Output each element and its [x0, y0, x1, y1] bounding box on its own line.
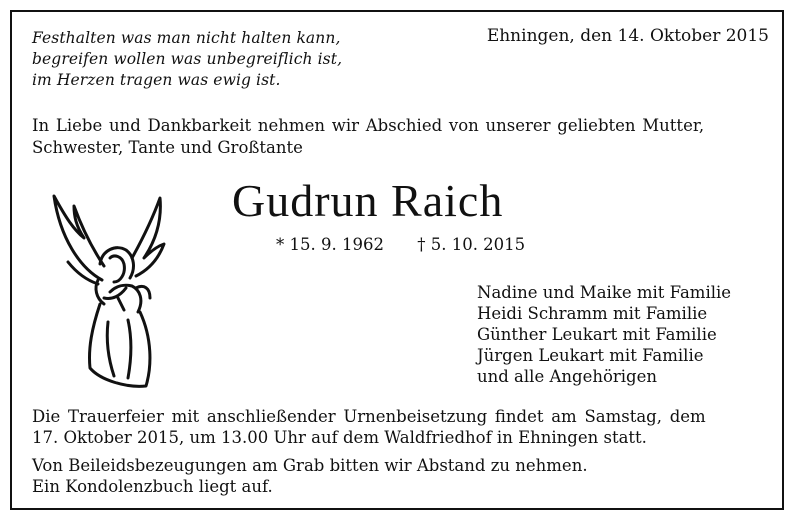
mourner-entry: Nadine und Maike mit Familie: [477, 283, 732, 302]
angel-icon: [40, 188, 170, 398]
deceased-name: Gudrun Raich: [232, 175, 504, 226]
quote-line: Festhalten was man nicht halten kann,: [32, 29, 341, 47]
place-date: Ehningen, den 14. Oktober 2015: [486, 26, 769, 46]
mourner-entry: Jürgen Leukart mit Familie: [477, 346, 704, 365]
mourners-list: [477, 282, 731, 387]
intro-line: Schwester, Tante und Großtante: [32, 138, 303, 157]
service-line: Die Trauerfeier mit anschließender Urnenbeisetzung findet am Samstag, dem: [32, 407, 706, 426]
mourner-entry: Günther Leukart mit Familie: [477, 325, 717, 344]
intro-text: [32, 115, 772, 159]
note-line: Von Beileidsbezeugungen am Grab bitten wir Abstand zu nehmen.: [32, 456, 588, 475]
quote-line: begreifen wollen was unbegreiflich ist,: [32, 50, 343, 68]
intro-line: In Liebe und Dankbarkeit nehmen wir Abschied von unserer geliebten Mutter,: [32, 116, 705, 135]
notes: [32, 455, 588, 497]
birth-date: * 15. 9. 1962: [276, 235, 384, 254]
quote-line: im Herzen tragen was ewig ist.: [32, 71, 281, 89]
mourner-entry: Heidi Schramm mit Familie: [477, 304, 708, 323]
life-dates: [276, 235, 553, 254]
service-info: [32, 406, 772, 448]
service-line: 17. Oktober 2015, um 13.00 Uhr auf dem Waldfriedhof in Ehningen statt.: [32, 428, 647, 447]
mourner-entry: und alle Angehörigen: [477, 367, 658, 386]
note-line: Ein Kondolenzbuch liegt auf.: [32, 477, 273, 496]
death-date: † 5. 10. 2015: [417, 235, 526, 254]
memorial-quote: [32, 28, 342, 91]
